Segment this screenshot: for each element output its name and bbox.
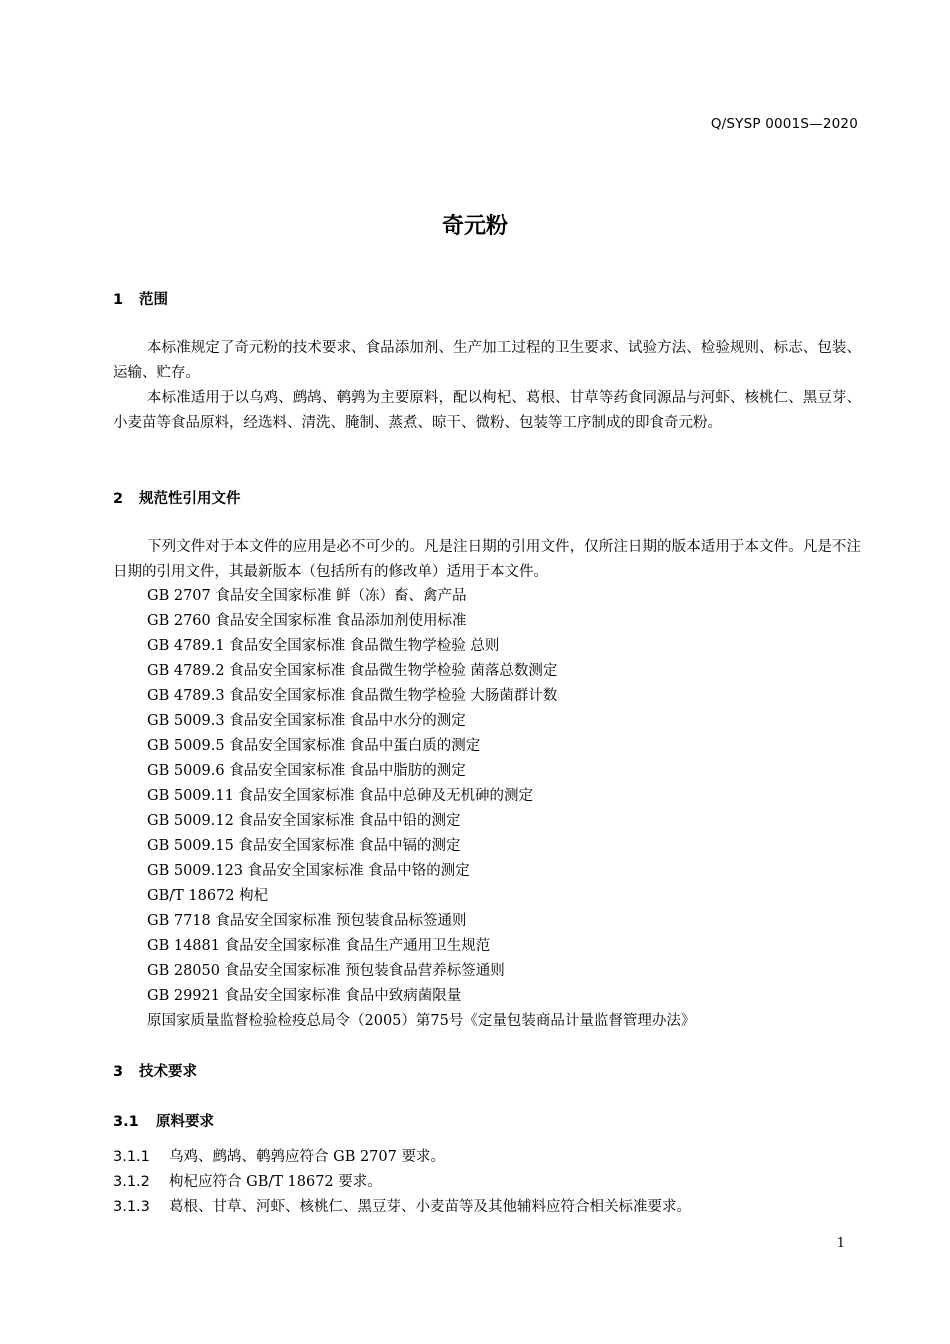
section-number: 3 xyxy=(113,1064,124,1080)
scope-paragraph-2: 本标准适用于以乌鸡、鹧鸪、鹌鹑为主要原料，配以枸杞、葛根、甘草等药食同源品与河虾、核桃仁、黑豆芽、小麦苗等食品原料，经选料、清洗、腌制、蒸煮、晾干、微粉、包装等工序制成的即食奇元粉。 xyxy=(113,390,861,431)
clause-number: 3.1.3 xyxy=(113,1199,150,1215)
list-item: GB 4789.2 食品安全国家标准 食品微生物学检验 菌落总数测定 xyxy=(147,663,558,679)
section-heading-references xyxy=(113,487,241,508)
list-item xyxy=(113,1145,691,1170)
page-number: 1 xyxy=(836,1236,845,1251)
section-title: 范围 xyxy=(139,292,168,308)
list-item: GB 5009.3 食品安全国家标准 食品中水分的测定 xyxy=(147,713,466,729)
scope-paragraph-1: 本标准规定了奇元粉的技术要求、食品添加剂、生产加工过程的卫生要求、试验方法、检验规则、标志、包装、运输、贮存。 xyxy=(113,340,861,381)
subsection-heading-raw-materials xyxy=(113,1110,214,1131)
reference-list xyxy=(147,584,695,1034)
section-heading-technical xyxy=(113,1060,197,1081)
list-item: GB 5009.6 食品安全国家标准 食品中脂肪的测定 xyxy=(147,763,466,779)
list-item xyxy=(113,1195,691,1220)
list-item: GB 5009.11 食品安全国家标准 食品中总砷及无机砷的测定 xyxy=(147,788,534,804)
section-number: 1 xyxy=(113,292,124,308)
list-item: GB 28050 食品安全国家标准 预包装食品营养标签通则 xyxy=(147,963,505,979)
list-item: GB 2760 食品安全国家标准 食品添加剂使用标准 xyxy=(147,613,467,629)
list-item: GB 4789.1 食品安全国家标准 食品微生物学检验 总则 xyxy=(147,638,500,654)
list-item: GB 5009.5 食品安全国家标准 食品中蛋白质的测定 xyxy=(147,738,481,754)
clause-text: 葛根、甘草、河虾、核桃仁、黑豆芽、小麦苗等及其他辅料应符合相关标准要求。 xyxy=(169,1199,691,1215)
clause-number: 3.1.1 xyxy=(113,1149,150,1165)
list-item: GB 2707 食品安全国家标准 鲜（冻）畜、禽产品 xyxy=(147,588,467,604)
list-item: GB 14881 食品安全国家标准 食品生产通用卫生规范 xyxy=(147,938,491,954)
section-title: 技术要求 xyxy=(139,1064,197,1080)
list-item: GB/T 18672 枸杞 xyxy=(147,888,269,904)
subsection-number: 3.1 xyxy=(113,1114,139,1130)
references-intro: 下列文件对于本文件的应用是必不可少的。凡是注日期的引用文件，仅所注日期的版本适用于本文件。凡是不注日期的引用文件，其最新版本（包括所有的修改单）适用于本文件。 xyxy=(113,539,861,580)
list-item: GB 5009.12 食品安全国家标准 食品中铅的测定 xyxy=(147,813,461,829)
document-title: 奇元粉 xyxy=(441,214,508,239)
clause-text: 乌鸡、鹧鸪、鹌鹑应符合 GB 2707 要求。 xyxy=(169,1149,445,1165)
list-item: GB 7718 食品安全国家标准 预包装食品标签通则 xyxy=(147,913,467,929)
section-title: 规范性引用文件 xyxy=(139,491,241,507)
subsection-title: 原料要求 xyxy=(156,1114,214,1130)
clause-text: 枸杞应符合 GB/T 18672 要求。 xyxy=(169,1174,382,1190)
list-item: GB 4789.3 食品安全国家标准 食品微生物学检验 大肠菌群计数 xyxy=(147,688,558,704)
standard-code: Q/SYSP 0001S—2020 xyxy=(710,116,858,132)
section-number: 2 xyxy=(113,491,124,507)
list-item: GB 29921 食品安全国家标准 食品中致病菌限量 xyxy=(147,988,462,1004)
list-item xyxy=(113,1170,691,1195)
clause-number: 3.1.2 xyxy=(113,1174,150,1190)
clause-list xyxy=(113,1145,691,1220)
list-item: GB 5009.123 食品安全国家标准 食品中铬的测定 xyxy=(147,863,470,879)
list-item: 原国家质量监督检验检疫总局令（2005）第75号《定量包装商品计量监督管理办法》 xyxy=(147,1013,696,1029)
section-heading-scope xyxy=(113,288,168,309)
list-item: GB 5009.15 食品安全国家标准 食品中镉的测定 xyxy=(147,838,461,854)
